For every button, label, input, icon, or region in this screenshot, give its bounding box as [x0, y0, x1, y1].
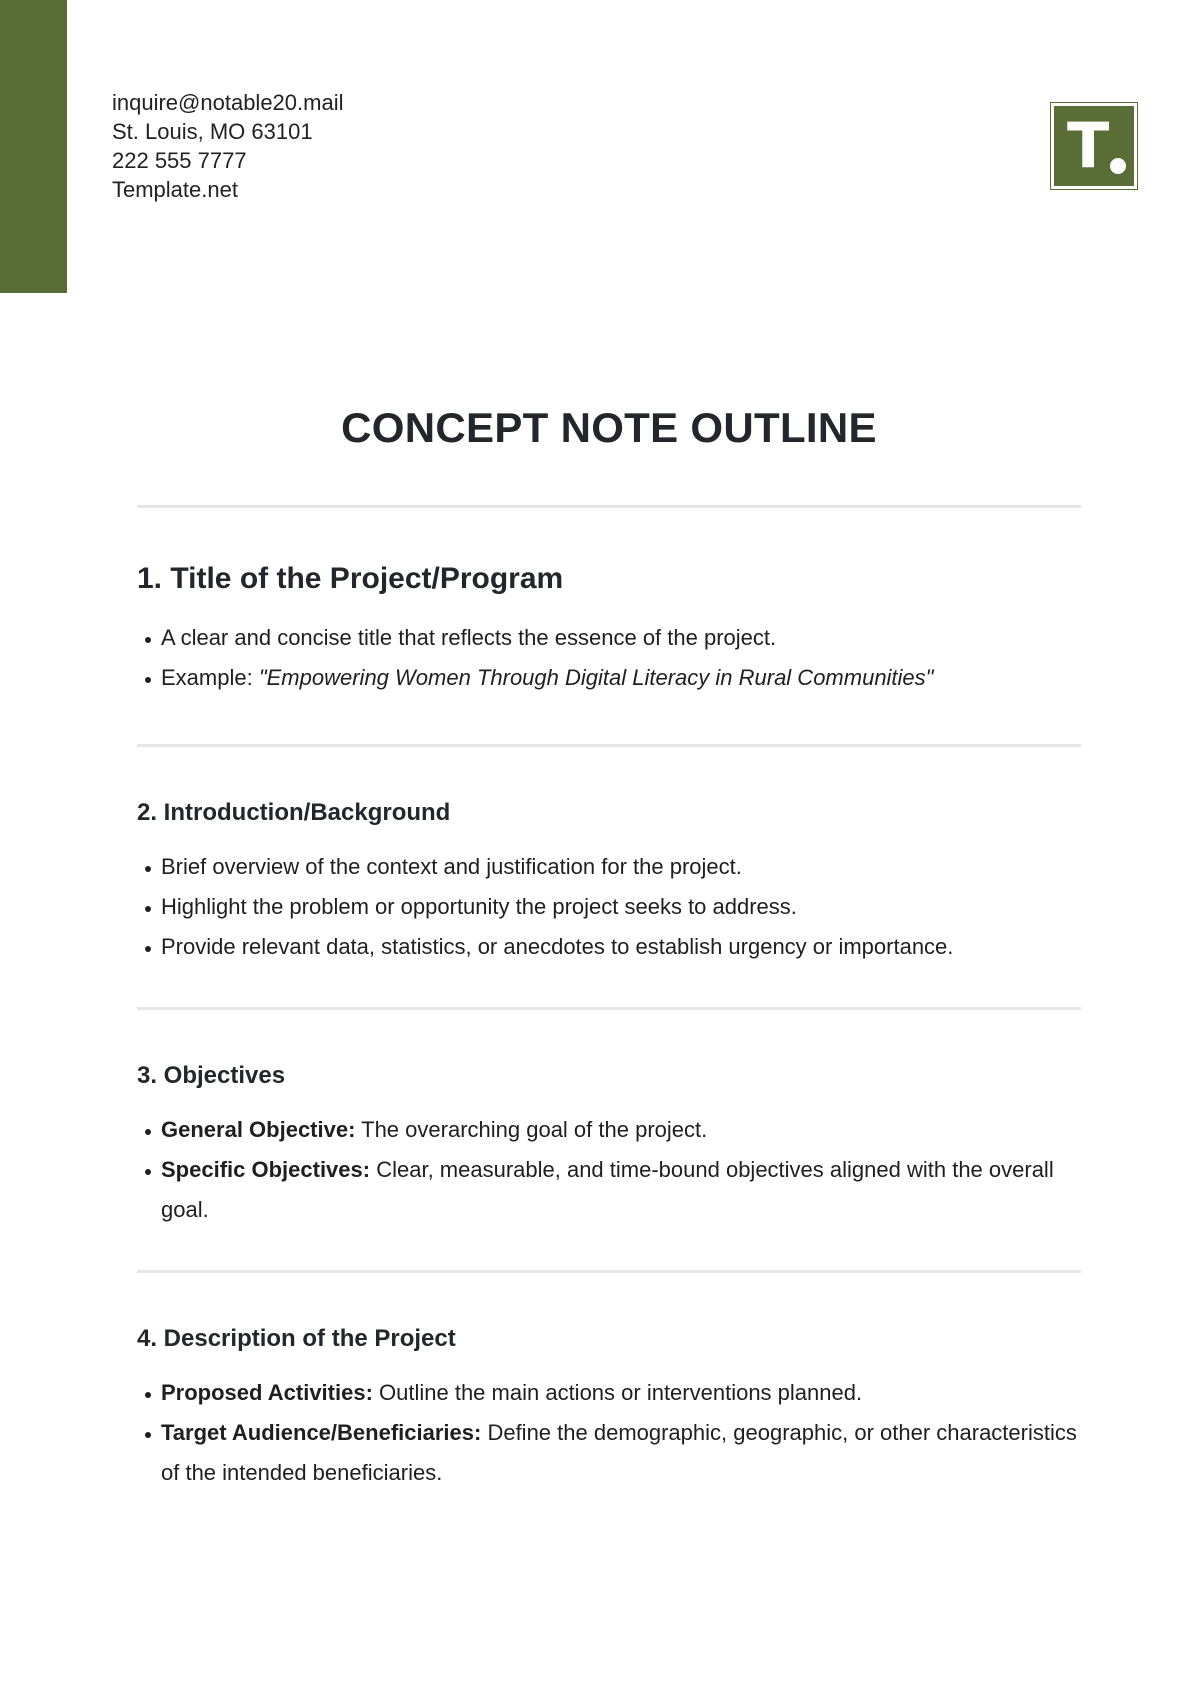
list-item-label: Specific Objectives:	[161, 1157, 371, 1182]
list-item-text: A clear and concise title that reflects the essence of the project.	[161, 625, 777, 650]
list-item	[137, 1413, 1081, 1493]
page-title: CONCEPT NOTE OUTLINE	[341, 404, 877, 451]
template-logo-icon	[1050, 102, 1138, 190]
list-item-text: Outline the main actions or interventions planned.	[372, 1380, 863, 1405]
list-item	[137, 1373, 1081, 1413]
section-heading: 3. Objectives	[137, 1062, 286, 1089]
contact-phone: 222 555 7777	[112, 148, 247, 173]
list-item-label: Proposed Activities:	[161, 1380, 373, 1405]
contact-website: Template.net	[112, 177, 238, 202]
list-item	[137, 927, 1081, 967]
list-item-prefix: Example:	[161, 665, 259, 690]
section-description	[137, 1273, 1081, 1533]
list-item-text: Define the demographic, geographic, or other characteristics of the intended beneficiaries.	[161, 1420, 1077, 1485]
contact-email: inquire@notable20.mail	[112, 90, 344, 115]
list-item-label: General Objective:	[161, 1117, 356, 1142]
logo-letter: T	[1067, 109, 1110, 182]
list-item-label: Target Audience/Beneficiaries:	[161, 1420, 482, 1445]
document-body	[137, 505, 1081, 1533]
list-item	[137, 847, 1081, 887]
bullet-list	[137, 1373, 1081, 1493]
contact-address: St. Louis, MO 63101	[112, 119, 313, 144]
list-item	[137, 1150, 1081, 1230]
list-item-text: Brief overview of the context and justification for the project.	[161, 854, 742, 879]
section-title-of-project	[137, 508, 1081, 744]
list-item-text: Clear, measurable, and time-bound objectives aligned with the overall goal.	[161, 1157, 1054, 1222]
bullet-list	[137, 618, 1081, 698]
list-item-text: Highlight the problem or opportunity the project seeks to address.	[161, 894, 797, 919]
list-item	[137, 1110, 1081, 1150]
section-heading: 1. Title of the Project/Program	[137, 562, 564, 595]
logo-badge	[1054, 106, 1134, 186]
section-introduction	[137, 747, 1081, 1007]
bullet-list	[137, 1110, 1081, 1230]
list-item	[137, 887, 1081, 927]
list-item	[137, 658, 1081, 698]
logo-dot	[1110, 158, 1126, 174]
list-item-text: Provide relevant data, statistics, or anecdotes to establish urgency or importance.	[161, 934, 954, 959]
section-heading: 4. Description of the Project	[137, 1325, 456, 1352]
example-title-text: "Empowering Women Through Digital Literacy in Rural Communities"	[258, 665, 934, 690]
bullet-list	[137, 847, 1081, 967]
section-objectives	[137, 1010, 1081, 1270]
list-item-text: The overarching goal of the project.	[355, 1117, 708, 1142]
section-heading: 2. Introduction/Background	[137, 799, 451, 826]
contact-block	[112, 88, 343, 204]
accent-side-bar	[0, 0, 67, 293]
list-item	[137, 618, 1081, 658]
